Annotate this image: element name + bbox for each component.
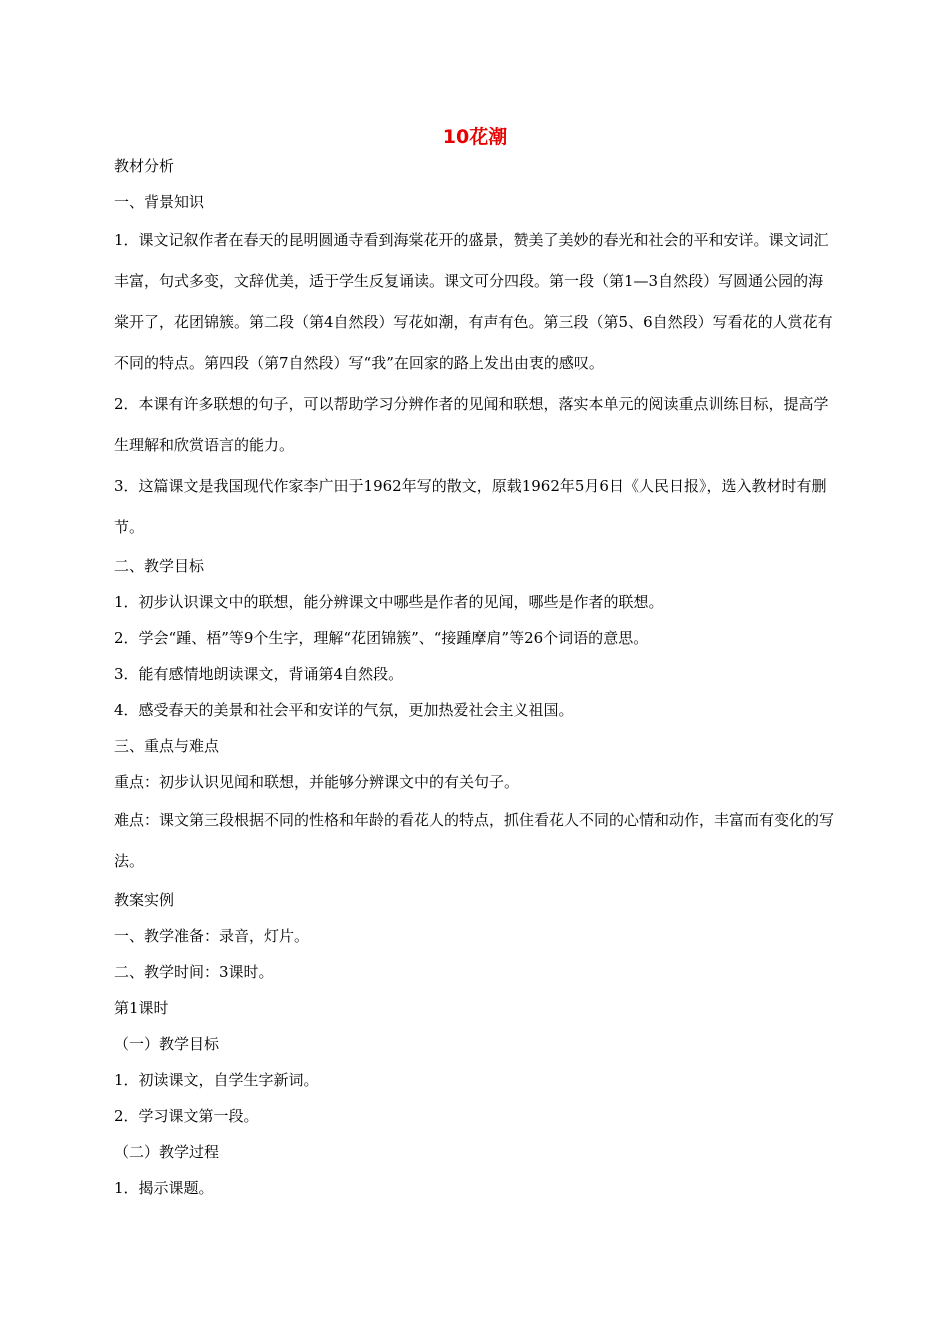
paragraph-background-1: 1．课文记叙作者在春天的昆明圆通寺看到海棠花开的盛景，赞美了美妙的春光和社会的平和安详。课文词汇丰富，句式多变，文辞优美，适于学生反复诵读。课文可分四段。第一段（第1—3自然段）写圆通公园的海棠开了，花团锦簇。第二段（第4自然段）写花如潮，有声有色。第三段（第5、6自然段）写看花的人赏花有不同的特点。第四段（第7自然段）写“我”在回家的路上发出由衷的感叹。	[114, 231, 833, 372]
lesson-1-goal-2: 2．学习课文第一段。	[114, 1107, 259, 1125]
section-heading-goals: 二、教学目标	[114, 557, 205, 575]
paragraph-background-3: 3．这篇课文是我国现代作家李广田于1962年写的散文，原载1962年5月6日《人民日报》，选入教材时有删节。	[114, 477, 827, 536]
goal-item-4: 4．感受春天的美景和社会平和安详的气氛，更加热爱社会主义祖国。	[114, 701, 574, 719]
paragraph-background-2: 2．本课有许多联想的句子，可以帮助学习分辨作者的见闻和联想，落实本单元的阅读重点训练目标，提高学生理解和欣赏语言的能力。	[114, 395, 829, 454]
section-heading-background: 一、背景知识	[114, 193, 205, 211]
goal-item-1: 1．初步认识课文中的联想，能分辨课文中哪些是作者的见闻，哪些是作者的联想。	[114, 593, 664, 611]
goal-item-3: 3．能有感情地朗读课文，背诵第4自然段。	[114, 665, 404, 683]
lesson-1-process-heading: （二）教学过程	[114, 1143, 220, 1161]
section-heading-lesson-plan: 教案实例	[114, 891, 175, 909]
lesson-1-process-step-1: 1．揭示课题。	[114, 1179, 214, 1197]
key-point: 重点：初步认识见闻和联想，并能够分辨课文中的有关句子。	[114, 773, 520, 791]
difficult-point: 难点：课文第三段根据不同的性格和年龄的看花人的特点，抓住看花人不同的心情和动作，丰富而有变化的写法。	[114, 811, 835, 870]
document-body	[114, 148, 838, 1206]
goal-item-2: 2．学会“踵、梧”等9个生字，理解“花团锦簇”、“接踵摩肩”等26个词语的意思。	[114, 629, 649, 647]
section-heading-key-points: 三、重点与难点	[114, 737, 220, 755]
section-heading-analysis: 教材分析	[114, 157, 175, 175]
preparation-line: 一、教学准备：录音，灯片。	[114, 927, 310, 945]
lesson-1-heading: 第1课时	[114, 999, 169, 1017]
lesson-1-goals-heading: （一）教学目标	[114, 1035, 220, 1053]
time-line: 二、教学时间：3课时。	[114, 963, 274, 981]
lesson-1-goal-1: 1．初读课文，自学生字新词。	[114, 1071, 319, 1089]
document-title: 10花潮	[442, 126, 508, 148]
